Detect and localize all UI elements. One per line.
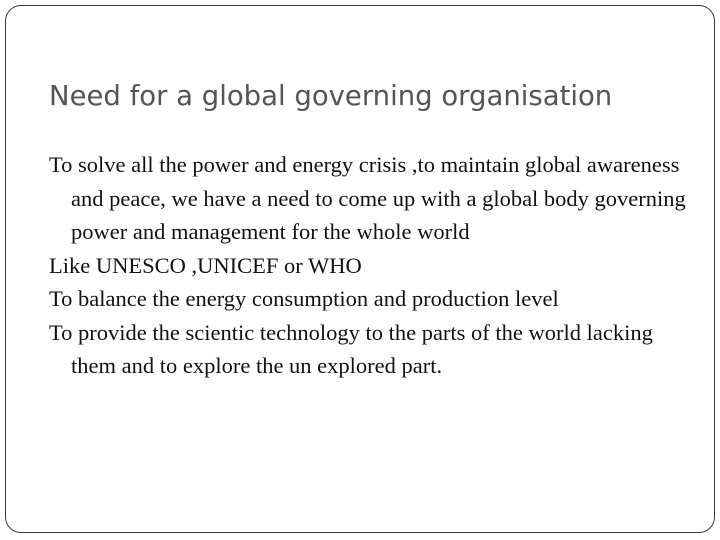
body-paragraph: To balance the energy consumption and production level [49,286,559,311]
slide-title: Need for a global governing organisation [49,80,613,112]
slide-frame [5,5,715,533]
body-paragraph: To solve all the power and energy crisis ,to maintain global awareness and peace, we have a need to come up with a global body governing power and management for the whole world [49,152,686,244]
body-paragraph: To provide the scientic technology to the parts of the world lacking them and to explore the un explored part. [49,319,653,378]
slide-body [49,148,689,383]
body-paragraph: Like UNESCO ,UNICEF or WHO [49,252,362,278]
